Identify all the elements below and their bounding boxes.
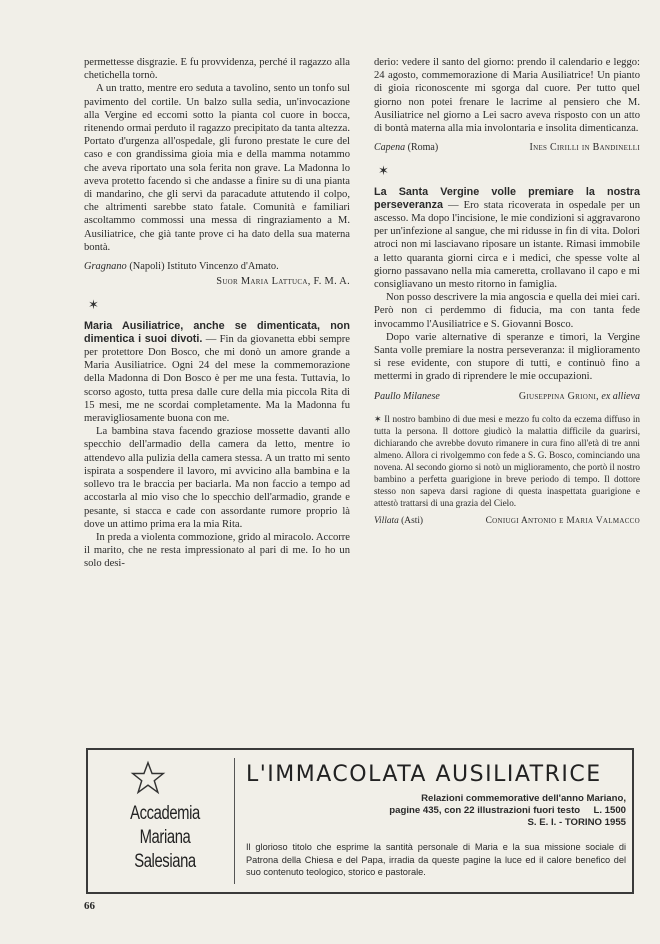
signature-place: Villata	[374, 515, 399, 526]
ad-publisher-block	[88, 750, 234, 892]
book-advertisement	[86, 748, 634, 894]
note-paragraph	[374, 413, 640, 509]
signature-suffix: ex allieva	[598, 390, 640, 402]
paragraph-text: — Ero stata ricoverata in ospedale per un ascesso. Ma dopo l'incisione, le mie condizioni si aggravarono per un'infezione al sangue, che mi ridusse in fin di vita. Dolori atroci non mi lasciavano riposare un istante. Rimasi immobile a letto quaranta giorni circa e i medici, che spesse volte al giorno passavano nella mia cameretta, crollavano il capo e mi consigliavano un mesto ritorno in famiglia.	[374, 199, 640, 291]
paragraph: A un tratto, mentre ero seduta a tavolino, sento un tonfo sul pavimento del cortile. Un balzo sulla sedia, un'invocazione alla Vergine ed eccomi sotto la pianta col cuore in bocca, ritenendo ormai perduto il ragazzo precipitato da tanta altezza. Portato d'urgenza all'ospedale, gli furono prestate le cure del caso e con grandissima gioia mia e della mamma notammo che aveva riportato una sola ferita non grave. La Madonna lo aveva protetto facendo sì che andasse a finire su di una pianta di mandarino, che gli servì da paracadute attutendo il colpo, che altrimenti sarebbe stato fatale. Comunità e familiari ascoltammo commossi una messa di ringraziamento a M. Ausiliatrice, che già tante prove ci ha dato della sua materna bontà.	[84, 83, 350, 253]
signature-place: Gragnano	[84, 261, 127, 273]
paragraph-text: — Fin da giovanetta ebbi sempre per protettore Don Bosco, che mi donò un amore grande a Maria Ausiliatrice. Ogni 24 del mese la commemorazione della Madonna di Don Bosco è per me una festa. Tuttavia, lo scorso agosto, tutta presa dalle cure della mia piccola Rita di 15 mesi, me ne scordai completamente. Ma la Madonna fu meravigliosamente buona con me.	[84, 333, 350, 425]
note-signature	[374, 515, 640, 528]
note-star: ✶	[374, 413, 382, 424]
ad-content	[246, 750, 626, 879]
paragraph: Dopo varie alternative di speranze e timori, la Vergine Santa volle premiare la nostra perseveranza: il miglioramento si rese evidente, con stupore di tutti, e continuò fino a mettermi in grado di riprendere le mie occupazioni.	[374, 331, 640, 383]
star-logo-icon	[130, 760, 166, 796]
ad-book-details	[246, 793, 626, 829]
paragraph: La bambina stava facendo graziose mossette davanti allo specchio dell'armadio della camera da letto, mentre io attendevo alla pulizia della camera stessa. A un tratto mi sento ispirata a sospendere il lavoro, mi avvicino alla bambina e la sollevo tra le braccia per baciarla. Ma non faccio a tempo ad accostarla al mio viso che lo specchio dell'armadio, grande e pesante, si stacca e cade con assordante rumore proprio là dove un attimo prima era la mia Rita.	[84, 426, 350, 530]
section-heading: La Santa Vergine volle premiare la nostra perseveranza	[374, 185, 640, 211]
signature-place: Capena	[374, 142, 406, 154]
ad-divider	[234, 758, 235, 884]
paragraph: Non posso descrivere la mia angoscia e quella dei miei cari. Però non ci perdemmo di fiducia, ma con tanta fede invocammo l'Ausiliatrice e S. Giovanni Bosco.	[374, 292, 640, 330]
page-number: 66	[84, 900, 95, 912]
signature-place: Paullo Milanese	[374, 390, 440, 402]
paragraph	[84, 320, 350, 426]
section-divider-star: ✶	[378, 163, 389, 179]
ad-book-title: L'IMMACOLATA AUSILIATRICE	[246, 762, 602, 787]
signature-region: (Roma)	[405, 142, 439, 154]
signature-region: (Asti)	[398, 515, 424, 526]
left-column	[84, 56, 350, 571]
ad-detail-line: Relazioni commemorative dell'anno Mariano,	[421, 793, 626, 804]
paragraph: In preda a violenta commozione, grido al miracolo. Accorre il marito, che ne resta impressionato al pari di me. Io ho un solo desi-	[84, 531, 350, 570]
signature-name: Giuseppina Grioni,	[518, 390, 599, 402]
signature-line	[374, 390, 640, 403]
section-divider-star: ✶	[88, 297, 99, 313]
ad-org-line: Accademia	[130, 803, 200, 824]
signature-line	[84, 260, 350, 273]
ad-organization	[116, 802, 214, 874]
ad-description: Il glorioso titolo che esprime la santità personale di Maria e la sua missione sociale di Patrona della Chiesa e del Papa, irradia da queste pagine la luce ed il calore benefico del suo contenuto teologico, storico e pastorale.	[246, 842, 626, 877]
note-text: Il nostro bambino di due mesi e mezzo fu colto da eczema diffuso in tutta la persona. Il dottore giudicò la malattia difficile da guarirsi, dichiarando che avrebbe dovuto rimanere in cura fino all'età di tre anni almeno. Allora ci rivolgemmo con fede a S. G. Bosco, cominciando una novena. Al secondo giorno si notò un miglioramento, che portò il nostro bambino a perfetta guarigione in breve periodo di tempo. Il dottore stesso non sapeva darsi ragione di questa inaspettata guarigione e attestò trattarsi di una grazia del Cielo.	[374, 413, 640, 508]
ad-detail-line: pagine 435, con 22 illustrazioni fuori testo L. 1500	[389, 805, 626, 816]
ad-detail-line: S. E. I. - TORINO 1955	[527, 817, 626, 828]
signature-rest: (Napoli) Istituto Vincenzo d'Amato.	[126, 261, 279, 273]
right-column	[374, 56, 640, 528]
paragraph	[374, 186, 640, 292]
signature-name: Ines Cirilli in Bandinelli	[529, 142, 640, 154]
ad-org-line: Mariana Salesiana	[134, 827, 196, 872]
signature-name: Suor Maria Lattuca, F. M. A.	[216, 276, 350, 288]
paragraph: derio: vedere il santo del giorno: prendo il calendario e leggo: 24 agosto, commemorazione di Maria Ausiliatrice! Un pianto di gioia riconoscente mi sgorga dal cuore. Per tutto quel giorno non potei frenare le lacrime al pensiero che M. Ausiliatrice nel giorno a Lei sacro aveva risposto con un atto di bontà materna alla mia involontaria e insolita dimenticanza.	[374, 57, 640, 135]
signature-line	[374, 141, 640, 154]
section-heading: Maria Ausiliatrice, anche se dimenticata, non dimentica i suoi divoti.	[84, 319, 350, 345]
signature-name: Coniugi Antonio e Maria Valmacco	[485, 515, 640, 526]
paragraph: permettesse disgrazie. E fu provvidenza, perché il ragazzo alla chetichella tornò.	[84, 57, 350, 82]
